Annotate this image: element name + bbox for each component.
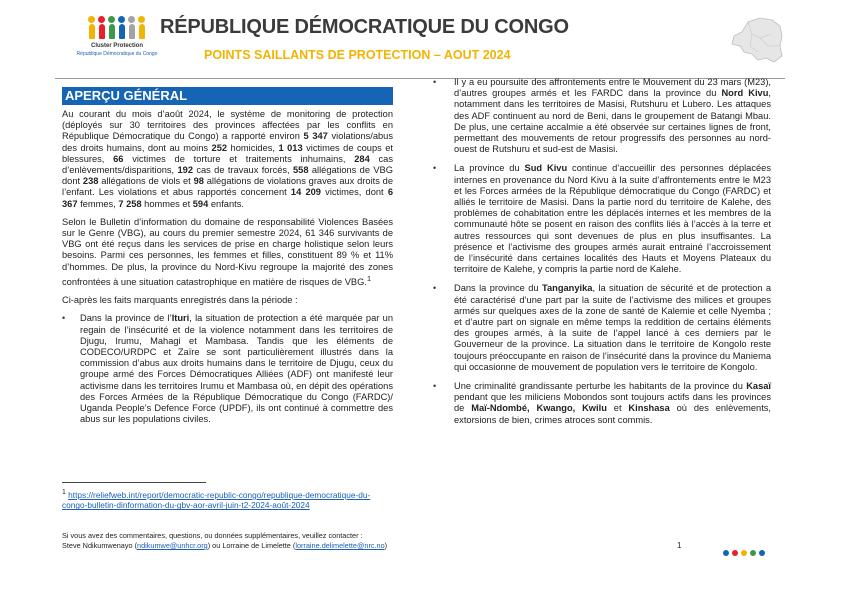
text-run: , la situation de protection a été marquée par un regain de l’insécurité et de la violence notamment dans les territoires de Djugu, Irumu, Mahagi et Mambasa. Tandis que les éléments de CODECO/URDPC et Zaïre se sont particulièrement illustrés dans la commission d’abus aux droits humains dans le territoire de Djugu, ceux du groupe armé des Forces Démocratiques Alliées (ADF) ont manifesté leur activisme dans les territoires Irumu et Mambasa où, en dépit des opérations des Forces Armées de la République Démocratique du Congo (FARDC)/ Uganda People’s Defence Force (UPDF), ils ont continué à commettre des abus sur les populations civiles. [80, 313, 393, 425]
text-run: victimes de torture et traitements inhumains, [123, 153, 355, 164]
page-number: 1 [677, 541, 682, 550]
bullet-tanganyika [433, 283, 771, 373]
bold-run: 1 013 [278, 142, 303, 153]
bold-run: Sud Kivu [524, 163, 568, 174]
bold-run: 7 258 [118, 198, 142, 209]
contact-name-1: Steve Ndikumwenayo ( [62, 541, 138, 550]
bold-run: Kasaï [746, 381, 771, 392]
contact-names [62, 541, 442, 551]
bold-run: Nord Kivu [721, 88, 769, 99]
person-figure-icon [117, 16, 126, 40]
bold-run: 192 [177, 165, 194, 176]
page-title: RÉPUBLIQUE DÉMOCRATIQUE DU CONGO [160, 16, 569, 38]
logo-line-2: République Démocratique du Congo [76, 51, 158, 57]
text-run: victimes de coups et blessures, [62, 142, 394, 164]
bullet-ituri [62, 313, 393, 425]
text-run: allégations de violations graves aux droits de l’enfant. Les violations et abus rapportés concernent [62, 176, 394, 198]
text-run: , notamment dans les territoires de Masisi, Rutshuru et Lubero. Les attaques des ADF continuent au nord de Beni, dans le groupement de Batangi Mbau. De plus, une certaine accalmie a été observée sur certaines lignes de front, permettant des mouvements de retour progressifs des personnes au nord-ouest de Rutshuru et sud-est de Masisi. [454, 88, 771, 155]
paragraph-vbg [62, 217, 393, 288]
dot-icon [723, 550, 729, 556]
dot-icon [732, 550, 738, 556]
bold-run: 98 [193, 176, 204, 187]
left-bullet-list [62, 313, 393, 425]
contact-end: ) [384, 541, 388, 550]
logo-line-1: Cluster Protection [90, 43, 143, 49]
right-column [433, 77, 771, 434]
footnote-link[interactable]: https://reliefweb.int/report/democratic-republic-congo/republique-democratique-du-congo-bulletin-dinformation-du-gbv-aor-avril-juin-t2-2024-août-2024 [62, 489, 371, 511]
text-run: Dans la province du [454, 283, 542, 294]
person-figure-icon [137, 16, 146, 40]
bullet-text [454, 283, 771, 371]
right-bullet-list [433, 77, 771, 426]
text-run: Une criminalité grandissante perturbe les habitants de la province du [454, 381, 747, 392]
bullet-icon: • [433, 283, 437, 294]
text-run: allégations de viols et [98, 176, 194, 187]
text-run: homicides, [227, 142, 279, 153]
bold-run: Tanganyika [541, 283, 593, 294]
text-run: enfants. [208, 198, 244, 209]
text-run: cas d’enlèvements/disparitions, [62, 153, 393, 176]
text-run: hommes et [141, 198, 193, 209]
bullet-nord-kivu [433, 77, 771, 155]
bold-run: 252 [211, 142, 228, 153]
bold-run: 5 347 [303, 131, 328, 142]
text-run: femmes, [77, 198, 119, 209]
text-run: violations/abus des droits humains, dont au moins [62, 131, 394, 153]
bullet-text [80, 313, 393, 424]
text-run: cas de travaux forcés, [193, 165, 293, 176]
bold-run: Ituri [171, 313, 190, 324]
text-run: victimes, dont [320, 187, 388, 198]
bullet-text [454, 77, 771, 154]
text-run: continue d’accueillir des personnes déplacées internes en provenance du Nord Kivu à la suite d’affrontements entre le M23 et les Forces armées de la République démocratique du Congo (FARDC) et alliés le territoire de Masisi. Dans la partie nord du territoire de Kalehe, des problèmes de cohabitation entre les déplacés internes et les membres de la communauté hôte se posent en raison des conflits liés à l’accès à la terre et autres ressources qui sont devenues de plus en plus insuffisantes. La présence et l’activisme des groupes armés aurait entrainé l’accroissement de l’insécurité dans certaines localités des Hauts et Moyens Plateaux du territoire de Kalehe, y compris la partie nord de Kalehe. [454, 163, 771, 275]
contact-line: Si vous avez des commentaires, questions, ou données supplémentaires, veuillez contacter : [62, 531, 363, 540]
people-figures-icon [87, 16, 147, 40]
person-figure-icon [107, 16, 116, 40]
bullet-icon: • [62, 313, 66, 324]
footer-dots-decoration [723, 543, 768, 561]
contact-email-1[interactable]: ndikumwe@unhcr.org [137, 541, 208, 550]
text-run: où des enlèvements, extorsions de bien, crimes atroces sont commis. [454, 403, 772, 425]
footnote-ref[interactable]: 1 [366, 273, 372, 283]
paragraph-intro-list [62, 295, 393, 306]
bold-run: 6 367 [62, 187, 393, 209]
dot-icon [750, 550, 756, 556]
bold-run: Maï-Ndombé, Kwango, Kwilu [471, 403, 607, 414]
footnote-marker: 1 [62, 489, 66, 496]
bullet-icon: • [433, 381, 437, 392]
bullet-icon: • [433, 77, 437, 87]
text-run: Selon le Bulletin d’information du domaine de responsabilité Violences Basées sur le Genre (VBG), au cours du premier semestre 2024, 61 346 survivants de VBG ont été reçus dans les services de prise en charge holistique selon leurs besoins. Parmi ces personnes, les femmes et filles, constituent 89 % et 11% d’hommes. De plus, la province du Nord-Kivu regroupe la majorité des zones confrontées à une situation catastrophique en matière de risques de VBG. [62, 216, 393, 287]
text-run: , la situation de sécurité et de protection a été caractérisé d’une part par la suite de l’activisme des milices et groupes armés sur quelques axes de la zone de santé de Kalemie et celle Nyemba ; et d’autre part on signale en même temps la reddition de certains éléments des groupes armés, à la suite de l’appel lancé à ces derniers par le Gouverneur de la province. La situation dans le territoire de Kongolo reste toujours préoccupante en raison de l’insécurité dans la province du Maniema qui occasionne de mouvement de population vers le territoire de Kongolo. [454, 283, 771, 372]
contact-email-2[interactable]: lorraine.delimelette@nrc.no [295, 541, 385, 550]
bold-run: 14 209 [290, 187, 321, 198]
bold-run: 66 [113, 153, 124, 164]
section-heading: APERÇU GÉNÉRAL [62, 87, 393, 105]
left-column [62, 87, 393, 432]
dot-icon [741, 550, 747, 556]
contact-info [62, 531, 442, 551]
bold-run: 594 [192, 198, 209, 209]
text-run: Dans la province de l’ [80, 313, 172, 324]
bullet-text [454, 381, 771, 425]
bullet-sud-kivu [433, 163, 771, 275]
text-run: Ci-après les faits marquants enregistrés dans la période : [62, 295, 298, 306]
person-figure-icon [127, 16, 136, 40]
text-run: pendant que les miliciens Mobondos sont toujours actifs dans les provinces de [454, 392, 771, 414]
text-run: et [606, 403, 629, 414]
bold-run: Kinshasa [628, 403, 670, 414]
drc-map-icon [728, 12, 788, 66]
footnote [62, 488, 382, 511]
text-run: Au courant du mois d’août 2024, le système de monitoring de protection (déployés sur 30 territoires des provinces affectées par les conflits en République Démocratique du Congo) a rapporté environ [62, 109, 393, 142]
contact-separator: ) ou Lorraine de Limelette ( [207, 541, 296, 550]
footnote-rule [62, 482, 206, 483]
bullet-kasai [433, 381, 771, 426]
person-figure-icon [87, 16, 96, 40]
bullet-text [454, 163, 771, 274]
bold-run: 284 [354, 153, 370, 164]
bold-run: 238 [82, 176, 99, 187]
cluster-protection-logo [76, 15, 158, 65]
bullet-icon: • [433, 163, 437, 174]
paragraph-overview [62, 109, 393, 210]
dot-icon [759, 550, 765, 556]
page-subtitle: POINTS SAILLANTS DE PROTECTION – AOUT 2024 [204, 48, 511, 62]
text-run: Il y a eu poursuite des affrontements entre le Mouvement du 23 mars (M23), d’autres groupes armés et les FARDC dans la province du [454, 77, 771, 99]
bold-run: 558 [292, 165, 309, 176]
person-figure-icon [97, 16, 106, 40]
text-run: allégations de VBG dont [62, 165, 393, 187]
text-run: La province du [454, 163, 525, 174]
